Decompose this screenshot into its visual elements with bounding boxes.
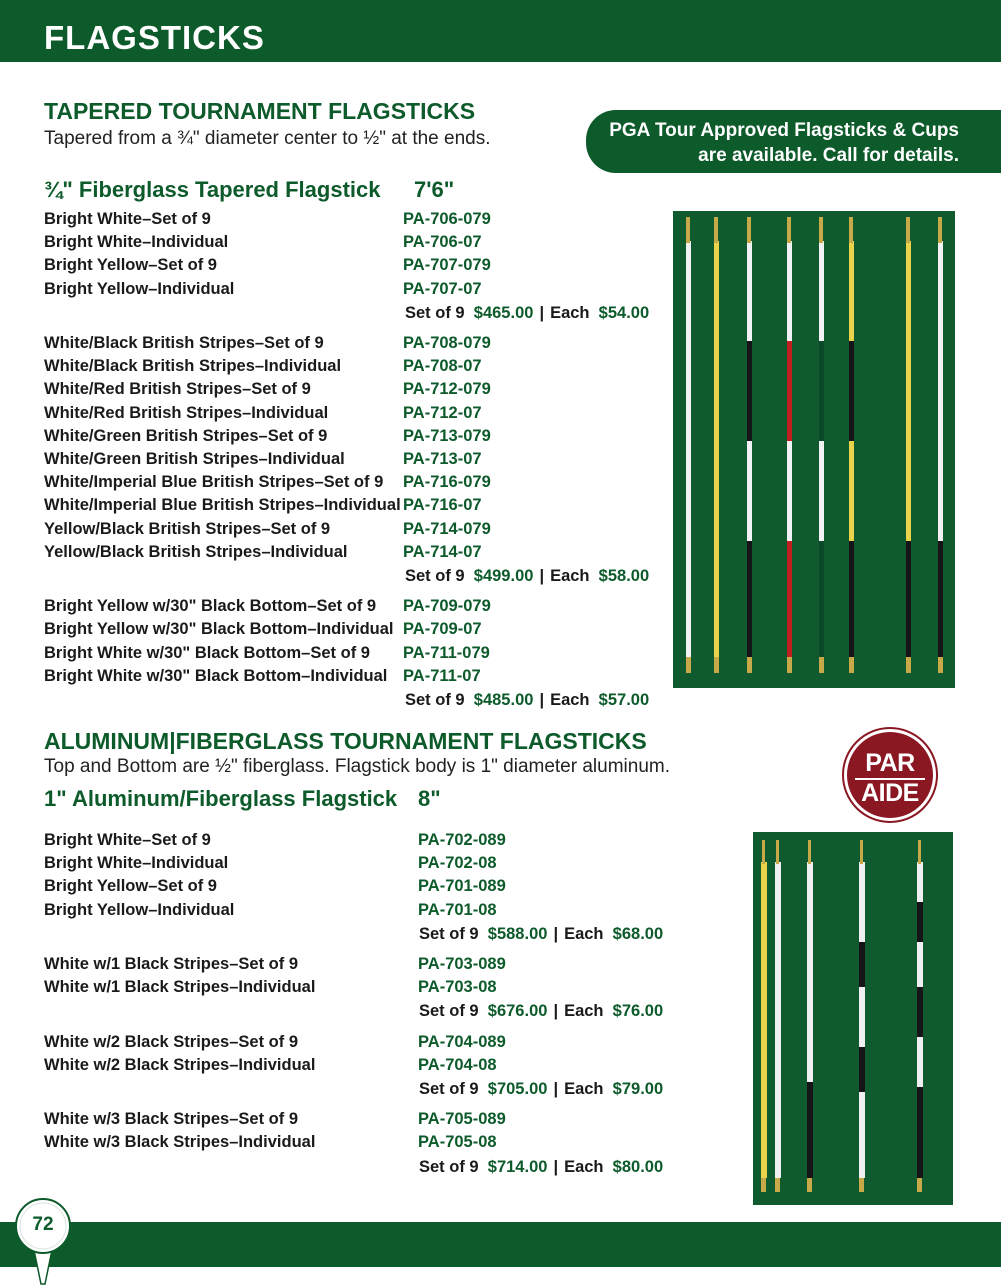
- flagstick-yellow-black-bottom: [906, 217, 911, 673]
- page-title: FLAGSTICKS: [44, 19, 265, 56]
- set-label: Set of 9: [405, 691, 465, 709]
- set-label: Set of 9: [419, 1157, 479, 1176]
- price-line: [405, 564, 649, 588]
- product-name: Bright White–Individual: [44, 854, 229, 873]
- each-price: $80.00: [612, 1157, 664, 1176]
- product-name: Bright White–Individual: [44, 233, 229, 252]
- price-line: [405, 688, 649, 712]
- golf-ball-icon: [12, 1198, 74, 1287]
- product-name: White w/3 Black Stripes–Individual: [44, 1133, 316, 1152]
- product-code: PA-707-079: [403, 256, 491, 275]
- set-label: Set of 9: [419, 1080, 479, 1098]
- tapered-length: 7'6": [414, 177, 455, 202]
- product-code: PA-716-07: [403, 496, 482, 515]
- product-name: Yellow/Black British Stripes–Individual: [44, 542, 348, 561]
- product-code: PA-706-07: [403, 233, 482, 252]
- tapered-section-description: Tapered from a ¾" diameter center to ½" at the ends.: [44, 128, 491, 149]
- tapered-section-title: TAPERED TOURNAMENT FLAGSTICKS: [44, 98, 476, 124]
- logo-badge: [847, 732, 933, 818]
- price-line: [405, 301, 649, 325]
- product-name: White/Imperial Blue British Stripes–Individual: [44, 496, 401, 515]
- flagstick-yellow: [761, 840, 767, 1192]
- product-name: Bright Yellow–Set of 9: [44, 256, 217, 275]
- each-price: $57.00: [598, 691, 650, 709]
- product-code: PA-703-089: [418, 955, 506, 973]
- aluminum-length: 8": [418, 786, 441, 811]
- each-label: Each: [564, 1080, 604, 1098]
- page-number: 72: [32, 1214, 54, 1235]
- product-code: PA-716-079: [403, 473, 491, 492]
- logo-text-aide: AIDE: [861, 779, 919, 807]
- aluminum-subtitle: [44, 786, 441, 812]
- set-price: $705.00: [487, 1080, 548, 1098]
- product-name: Bright Yellow w/30" Black Bottom–Set of 9: [44, 597, 377, 616]
- product-code: PA-707-07: [403, 279, 482, 298]
- each-price: $54.00: [598, 303, 650, 322]
- product-name: White/Black British Stripes–Set of 9: [44, 334, 324, 352]
- product-code: PA-709-07: [403, 620, 482, 639]
- product-code: PA-704-08: [418, 1055, 497, 1074]
- flagstick-one-black-stripe: [807, 840, 813, 1192]
- flagstick-white: [686, 217, 691, 673]
- product-name: Bright Yellow w/30" Black Bottom–Individual: [44, 620, 394, 639]
- each-price: $76.00: [612, 1002, 664, 1021]
- product-code: PA-705-089: [418, 1110, 506, 1129]
- separator: |: [553, 1157, 559, 1176]
- par-aide-logo: [842, 727, 938, 823]
- flagstick-white-green-stripes: [819, 217, 824, 673]
- price-line: [419, 922, 663, 946]
- product-code: PA-702-089: [418, 831, 506, 849]
- each-price: $58.00: [598, 567, 650, 585]
- set-label: Set of 9: [405, 303, 465, 322]
- set-price: $676.00: [487, 1002, 548, 1021]
- each-label: Each: [564, 1157, 604, 1176]
- aluminum-section-description: Top and Bottom are ½" fiberglass. Flagstick body is 1" diameter aluminum.: [44, 756, 670, 777]
- product-name: White/Red British Stripes–Individual: [44, 403, 329, 422]
- each-price: $79.00: [612, 1080, 664, 1098]
- product-code: PA-712-079: [403, 380, 491, 399]
- flagstick-white-black-stripes: [747, 217, 752, 673]
- flagstick-two-black-stripes: [859, 840, 865, 1192]
- tapered-product-name: ¾" Fiberglass Tapered Flagstick: [44, 177, 381, 202]
- product-name: Bright Yellow–Individual: [44, 900, 235, 919]
- product-code: PA-701-08: [418, 900, 497, 919]
- separator: |: [553, 1002, 559, 1021]
- set-price: $465.00: [473, 303, 534, 322]
- product-name: White/Black British Stripes–Individual: [44, 357, 342, 376]
- product-name: White w/1 Black Stripes–Set of 9: [44, 955, 298, 973]
- each-label: Each: [550, 303, 590, 322]
- product-code: PA-708-07: [403, 357, 482, 376]
- separator: |: [553, 924, 559, 943]
- each-label: Each: [550, 691, 590, 709]
- aluminum-section-title: ALUMINUM|FIBERGLASS TOURNAMENT FLAGSTICKS: [44, 728, 647, 754]
- tapered-subtitle: [44, 177, 455, 203]
- each-price: $68.00: [612, 924, 664, 943]
- each-label: Each: [564, 1002, 604, 1021]
- flagstick-white-black-bottom: [938, 217, 943, 673]
- product-code: PA-708-079: [403, 334, 491, 352]
- flagstick-three-black-stripes: [917, 840, 923, 1192]
- set-label: Set of 9: [419, 924, 479, 943]
- product-code: PA-711-07: [403, 666, 481, 685]
- each-label: Each: [564, 924, 604, 943]
- product-code: PA-709-079: [403, 597, 491, 616]
- product-code: PA-714-07: [403, 542, 482, 561]
- set-price: $499.00: [473, 567, 534, 585]
- product-name: Bright White w/30" Black Bottom–Individual: [44, 666, 388, 685]
- callout-line-1: PGA Tour Approved Flagsticks & Cups: [609, 120, 959, 141]
- product-name: Bright White–Set of 9: [44, 831, 211, 849]
- product-name: White w/1 Black Stripes–Individual: [44, 978, 316, 997]
- set-price: $485.00: [473, 691, 534, 709]
- pga-tour-callout: [586, 110, 1001, 173]
- flagstick-yellow: [714, 217, 719, 673]
- product-name: White/Red British Stripes–Set of 9: [44, 380, 311, 399]
- flagstick-white: [775, 840, 781, 1192]
- product-name: White/Imperial Blue British Stripes–Set of 9: [44, 473, 384, 492]
- header-bar: [0, 0, 1001, 62]
- flagstick-white-red-stripes: [787, 217, 792, 673]
- product-name: White w/3 Black Stripes–Set of 9: [44, 1110, 298, 1129]
- flagstick-yellow-black-stripes: [849, 217, 854, 673]
- product-name: Bright White w/30" Black Bottom–Set of 9: [44, 643, 370, 662]
- product-name: Bright Yellow–Individual: [44, 279, 235, 298]
- callout-line-2: are available. Call for details.: [698, 145, 959, 166]
- set-price: $714.00: [487, 1157, 548, 1176]
- product-code: PA-704-089: [418, 1032, 506, 1051]
- set-price: $588.00: [487, 924, 548, 943]
- price-line: [419, 1077, 663, 1101]
- product-code: PA-713-07: [403, 450, 482, 468]
- logo-text-par: PAR: [865, 749, 915, 777]
- price-line: [419, 1155, 663, 1179]
- product-code: PA-705-08: [418, 1133, 497, 1152]
- product-code: PA-701-089: [418, 877, 506, 896]
- separator: |: [539, 303, 545, 322]
- product-code: PA-713-079: [403, 426, 491, 445]
- separator: |: [539, 567, 545, 585]
- set-label: Set of 9: [405, 567, 465, 585]
- footer-bar: [0, 1222, 1001, 1267]
- each-label: Each: [550, 567, 590, 585]
- separator: |: [539, 691, 545, 709]
- product-code: PA-714-079: [403, 519, 491, 538]
- product-code: PA-712-07: [403, 403, 482, 422]
- product-name: White/Green British Stripes–Individual: [44, 450, 345, 468]
- product-name: Yellow/Black British Stripes–Set of 9: [44, 519, 331, 538]
- set-label: Set of 9: [419, 1002, 479, 1021]
- aluminum-flagsticks-photo: [753, 832, 953, 1205]
- product-name: Bright White–Set of 9: [44, 210, 211, 228]
- price-line: [419, 999, 663, 1023]
- product-name: White w/2 Black Stripes–Set of 9: [44, 1032, 298, 1051]
- tapered-flagsticks-photo: [673, 211, 955, 688]
- product-name: White/Green British Stripes–Set of 9: [44, 426, 328, 445]
- product-code: PA-711-079: [403, 643, 490, 662]
- product-name: Bright Yellow–Set of 9: [44, 877, 217, 896]
- product-code: PA-706-079: [403, 210, 491, 228]
- product-name: White w/2 Black Stripes–Individual: [44, 1055, 316, 1074]
- separator: |: [553, 1080, 559, 1098]
- product-code: PA-702-08: [418, 854, 497, 873]
- aluminum-product-name: 1" Aluminum/Fiberglass Flagstick: [44, 786, 398, 811]
- product-code: PA-703-08: [418, 978, 497, 997]
